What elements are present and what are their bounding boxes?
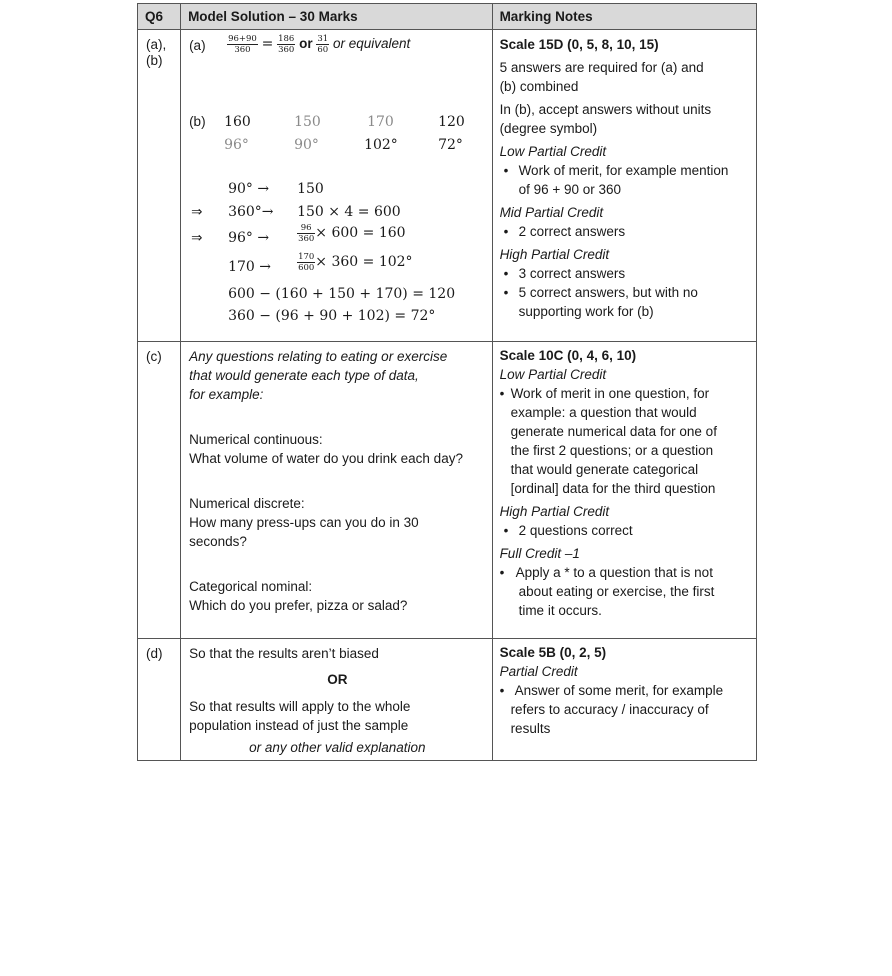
bullet-icon: • xyxy=(503,224,509,239)
list-item xyxy=(500,264,748,283)
work-line4-rhs xyxy=(297,252,413,273)
c-low-text-2: example: a question that would xyxy=(510,405,697,420)
mid-partial-credit-heading: Mid Partial Credit xyxy=(499,205,604,220)
numerical-continuous-question: What volume of water do you drink each day? xyxy=(189,451,463,466)
angle-72: 72° xyxy=(438,137,463,153)
list-item xyxy=(500,563,748,582)
frac2-num: 186 xyxy=(278,34,295,44)
work-line4-lhs: 170 → xyxy=(228,259,271,275)
work-line2-rhs: 150 × 4 = 600 xyxy=(297,204,401,220)
high-credit-text-1: 3 correct answers xyxy=(518,266,626,281)
mid-credit-text: 2 correct answers xyxy=(518,224,626,239)
bullet-icon: • xyxy=(503,285,509,300)
work-line4-value: × 360 = 102° xyxy=(315,254,413,271)
row-d xyxy=(138,639,757,761)
header-marking-notes: Marking Notes xyxy=(492,4,756,30)
work-line1-rhs: 150 xyxy=(297,181,324,197)
solution-cell-d xyxy=(181,639,493,761)
frac3-num: 31 xyxy=(317,34,329,44)
c-low-text-5: that would generate categorical xyxy=(510,462,699,477)
frac4-num: 96 xyxy=(297,223,315,234)
full-credit-heading: Full Credit –1 xyxy=(499,546,580,561)
header-question: Q6 xyxy=(138,4,181,30)
list-item-cont xyxy=(500,479,748,498)
work-line1-lhs: 90° → xyxy=(228,181,270,197)
bullet-icon: • xyxy=(499,386,505,401)
bullet-icon: • xyxy=(503,163,509,178)
work-line2-lhs: 360°→ xyxy=(228,204,274,220)
categorical-nominal-title: Categorical nominal: xyxy=(189,579,313,594)
high-partial-credit-heading: High Partial Credit xyxy=(499,504,610,519)
c-high-text: 2 questions correct xyxy=(518,523,633,538)
c-low-text-6: [ordinal] data for the third question xyxy=(510,481,716,496)
frac5-den: 600 xyxy=(298,263,315,273)
fraction-sum xyxy=(227,34,410,55)
bullet-icon: • xyxy=(503,523,509,538)
part-label-b: (b) xyxy=(146,53,163,68)
solution-cell-c xyxy=(181,342,493,639)
sub-label-b: (b) xyxy=(189,114,206,129)
low-credit-text-2: of 96 + 90 or 360 xyxy=(518,182,622,197)
answer-120: 120 xyxy=(438,114,465,130)
sub-label-a: (a) xyxy=(189,38,206,53)
numerical-continuous-title: Numerical continuous: xyxy=(189,432,323,447)
frac1-num: 96+90 xyxy=(228,34,257,44)
low-partial-credit-heading: Low Partial Credit xyxy=(499,144,607,159)
frac2-den: 360 xyxy=(278,45,295,55)
d-answer-1: So that the results aren’t biased xyxy=(189,646,379,661)
or-word: or xyxy=(299,36,313,52)
marking-scheme-table xyxy=(137,3,757,761)
bullet-icon: • xyxy=(499,683,505,698)
label-cell-c xyxy=(138,342,181,639)
row-c xyxy=(138,342,757,639)
list-item-cont xyxy=(500,719,748,738)
c-full-text-1: Apply a * to a question that is not xyxy=(515,565,713,580)
frac1-den: 360 xyxy=(234,45,251,55)
angle-96: 96° xyxy=(224,137,249,153)
answer-150: 150 xyxy=(294,114,321,130)
implies-icon: ⇒ xyxy=(191,204,203,220)
high-credit-text-2: 5 correct answers, but with no xyxy=(518,285,698,300)
list-item xyxy=(500,161,748,180)
list-item xyxy=(500,222,748,241)
d-other-explanation: or any other valid explanation xyxy=(249,740,426,755)
work-line3-rhs xyxy=(297,223,406,244)
d-partial-text-3: results xyxy=(510,721,551,736)
note-answers-required-1: 5 answers are required for (a) and xyxy=(499,60,704,75)
notes-cell-c xyxy=(492,342,756,639)
work-line5: 600 − (160 + 150 + 170) = 120 xyxy=(228,286,456,302)
part-label-d: (d) xyxy=(146,646,163,661)
c-low-text-1: Work of merit in one question, for xyxy=(510,386,710,401)
c-intro-3: for example: xyxy=(189,387,264,402)
notes-cell-d xyxy=(492,639,756,761)
label-cell-d xyxy=(138,639,181,761)
bullet-icon: • xyxy=(503,266,509,281)
frac5-num: 170 xyxy=(298,252,315,262)
high-partial-credit-heading: High Partial Credit xyxy=(499,247,610,262)
c-intro-1: Any questions relating to eating or exercise xyxy=(189,349,448,364)
note-accept-units-2: (degree symbol) xyxy=(499,121,598,136)
work-line3-value: × 600 = 160 xyxy=(315,225,406,242)
partial-credit-heading: Partial Credit xyxy=(499,664,578,679)
low-partial-credit-heading: Low Partial Credit xyxy=(499,367,607,382)
frac4-den: 360 xyxy=(298,234,315,244)
list-item-cont xyxy=(500,180,748,199)
c-low-text-4: the first 2 questions; or a question xyxy=(510,443,714,458)
list-item xyxy=(500,521,748,540)
bullet-icon: • xyxy=(499,565,505,580)
d-answer-2b: population instead of just the sample xyxy=(189,718,409,733)
list-item xyxy=(500,283,748,302)
c-low-text-3: generate numerical data for one of xyxy=(510,424,717,439)
equals-sign: = xyxy=(261,36,274,53)
or-separator: OR xyxy=(327,672,348,687)
notes-cell-ab xyxy=(492,30,756,342)
list-item-cont xyxy=(500,700,748,719)
d-answer-2a: So that results will apply to the whole xyxy=(189,699,411,714)
part-label-c: (c) xyxy=(146,349,162,364)
header-row xyxy=(138,4,757,30)
list-item xyxy=(500,681,748,700)
note-answers-required-2: (b) combined xyxy=(499,79,579,94)
scale-10c: Scale 10C (0, 4, 6, 10) xyxy=(499,348,637,363)
list-item-cont xyxy=(500,441,748,460)
part-label-a: (a), xyxy=(146,37,167,52)
d-partial-text-2: refers to accuracy / inaccuracy of xyxy=(510,702,709,717)
answer-160: 160 xyxy=(224,114,251,130)
categorical-nominal-question: Which do you prefer, pizza or salad? xyxy=(189,598,408,613)
c-intro-2: that would generate each type of data, xyxy=(189,368,419,383)
scale-5b: Scale 5B (0, 2, 5) xyxy=(499,645,607,660)
header-model-solution: Model Solution – 30 Marks xyxy=(181,4,493,30)
list-item-cont xyxy=(500,403,748,422)
list-item xyxy=(500,384,748,403)
c-full-text-3: time it occurs. xyxy=(518,603,602,618)
scale-15d: Scale 15D (0, 5, 8, 10, 15) xyxy=(499,37,659,52)
numerical-discrete-title: Numerical discrete: xyxy=(189,496,305,511)
or-equivalent-text: or equivalent xyxy=(332,36,411,52)
list-item-cont xyxy=(500,460,748,479)
label-cell-ab xyxy=(138,30,181,342)
note-accept-units-1: In (b), accept answers without units xyxy=(499,102,712,117)
answer-170: 170 xyxy=(367,114,394,130)
list-item-cont xyxy=(500,422,748,441)
frac3-den: 60 xyxy=(317,45,329,55)
implies-icon: ⇒ xyxy=(191,230,203,246)
c-full-text-2: about eating or exercise, the first xyxy=(518,584,715,599)
solution-cell-ab xyxy=(181,30,493,342)
angle-90: 90° xyxy=(294,137,319,153)
list-item-cont xyxy=(500,302,748,321)
low-credit-text-1: Work of merit, for example mention xyxy=(518,163,729,178)
angle-102: 102° xyxy=(364,137,398,153)
d-partial-text-1: Answer of some merit, for example xyxy=(514,683,724,698)
row-ab xyxy=(138,30,757,342)
high-credit-text-3: supporting work for (b) xyxy=(518,304,654,319)
list-item-cont xyxy=(500,582,748,601)
list-item-cont xyxy=(500,601,748,620)
work-line3-lhs: 96° → xyxy=(228,230,270,246)
work-line6: 360 − (96 + 90 + 102) = 72° xyxy=(228,308,436,324)
numerical-discrete-question-2: seconds? xyxy=(189,534,247,549)
numerical-discrete-question-1: How many press-ups can you do in 30 xyxy=(189,515,419,530)
